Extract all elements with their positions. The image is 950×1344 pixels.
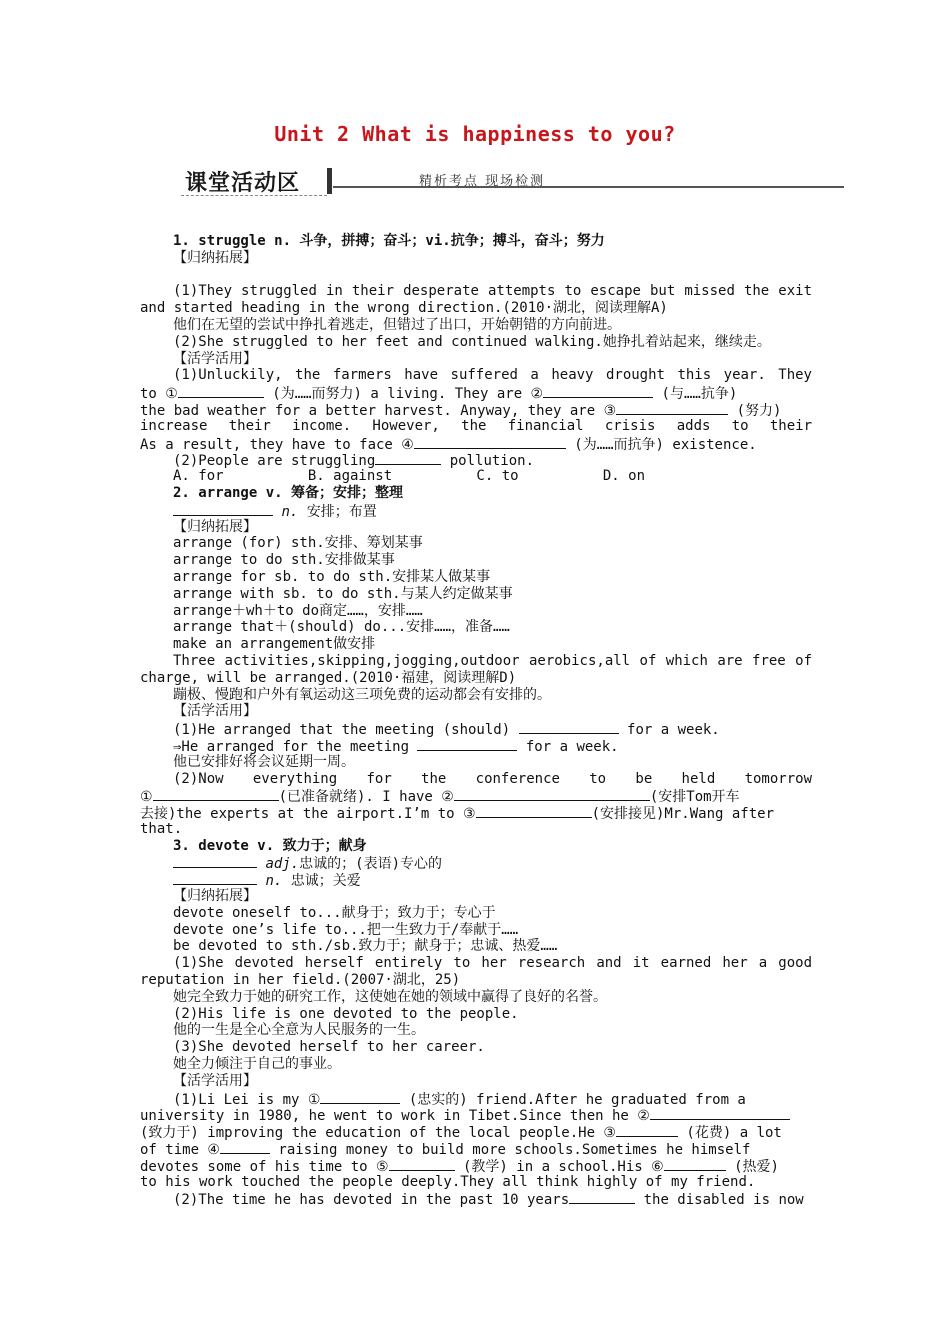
answer-blank[interactable] <box>569 1190 635 1204</box>
answer-blank[interactable] <box>476 804 592 818</box>
exercise-text <box>140 1106 812 1123</box>
banner-divider-bar <box>327 168 332 194</box>
answer-blank[interactable] <box>650 1106 790 1120</box>
text-run: ① <box>140 789 153 806</box>
text-run: university in 1980, he went to work in Tibet.Since then he ② <box>140 1108 650 1125</box>
text-run: (安排Tom开车 <box>649 789 740 806</box>
text-run: (致力于) improving the education of the local people.He ③ <box>140 1125 616 1142</box>
text-run: (花费) a lot <box>678 1125 782 1142</box>
text-run: (2)People are struggling <box>173 453 376 470</box>
text-run: devotes some of his time to ⑤ <box>140 1158 389 1175</box>
document-body <box>140 233 812 1207</box>
answer-blank[interactable] <box>616 401 728 415</box>
entry-heading: 2. arrange v. 筹备；安排；整理 <box>173 484 404 501</box>
example-sentence: Three activities,skipping,jogging,outdoor aerobics,all of which are free of <box>173 652 812 669</box>
text-run: n. <box>281 503 299 520</box>
text-run: pollution. <box>441 453 535 470</box>
exercise-text <box>140 1190 812 1207</box>
exercise-text <box>140 1157 812 1174</box>
derivative-line <box>140 502 812 519</box>
banner-rule <box>333 186 844 188</box>
text-run: (忠实的) friend.After he graduated from a <box>400 1091 746 1108</box>
answer-blank[interactable] <box>519 720 619 734</box>
translation: 她完全致力于她的研究工作，这使她在她的领域中赢得了良好的名誉。 <box>173 988 607 1005</box>
exercise-text <box>140 720 812 737</box>
exercise-text: that. <box>140 820 183 837</box>
usage-line: devote oneself to...献身于；致力于；专心于 <box>173 904 496 921</box>
banner-label: 课堂活动区 <box>185 171 301 196</box>
example-sentence: (3)She devoted herself to her career. <box>173 1039 485 1056</box>
exercise-text <box>140 1140 812 1157</box>
exercise-text: increase their income. However, the financial crisis adds to their <box>140 417 812 434</box>
exercise-text: (1)Unluckily, the farmers have suffered a heavy drought this year. They <box>173 367 812 384</box>
example-sentence: (1)They struggled in their desperate attempts to escape but missed the exit <box>173 283 812 300</box>
derivative-line <box>140 854 812 871</box>
text-run: As a result, they have to face ④ <box>140 436 414 453</box>
translation: 他已安排好将会议延期一周。 <box>173 753 355 770</box>
answer-blank[interactable] <box>173 502 273 516</box>
section-tag: 【活学活用】 <box>173 703 257 720</box>
answer-blank[interactable] <box>664 1157 726 1171</box>
section-tag: 【归纳拓展】 <box>173 888 257 905</box>
answer-blank[interactable] <box>220 1140 270 1154</box>
usage-line: arrange that＋(should) do...安排……，准备…… <box>173 619 510 636</box>
translation: 他的一生是全心全意为人民服务的一生。 <box>173 1022 425 1039</box>
example-sentence: (2)She struggled to her feet and continued walking.她挣扎着站起来，继续走。 <box>173 333 771 350</box>
text-run: for a week. <box>618 722 720 739</box>
text-run: to ① <box>140 386 178 403</box>
answer-blank[interactable] <box>173 871 257 885</box>
text-run: ⇒He arranged for the meeting <box>173 738 410 755</box>
banner-subtitle: 精析考点 现场检测 <box>419 174 546 189</box>
exercise-text <box>140 401 812 418</box>
section-tag: 【活学活用】 <box>173 1072 257 1089</box>
page-title: Unit 2 What is happiness to you? <box>274 122 676 146</box>
exercise-text <box>140 804 812 821</box>
text-run: (为……而努力) a living. They are ② <box>263 386 544 403</box>
text-run: (1)Li Lei is my ① <box>173 1091 321 1108</box>
usage-line: arrange to do sth.安排做某事 <box>173 552 395 569</box>
text-run: (2)The time he has devoted in the past 10 years <box>173 1192 570 1209</box>
usage-line: devote one’s life to...把一生致力于/奉献于…… <box>173 921 519 938</box>
example-sentence: and started heading in the wrong direction.(2010·湖北，阅读理解A) <box>140 300 668 317</box>
text-run: (1)He arranged that the meeting (should) <box>173 722 511 739</box>
text-run: (努力) <box>728 402 782 419</box>
answer-blank[interactable] <box>616 1123 678 1137</box>
text-run: 忠诚的；(表语)专心的 <box>299 856 443 873</box>
usage-line: be devoted to sth./sb.致力于；献身于；忠诚、热爱…… <box>173 938 558 955</box>
derivative-line <box>140 871 812 888</box>
exercise-text <box>140 737 812 754</box>
usage-line: make an arrangement做安排 <box>173 636 376 653</box>
section-tag: 【归纳拓展】 <box>173 518 257 535</box>
exercise-text: (2)Now everything for the conference to be held tomorrow <box>173 770 812 787</box>
exercise-text <box>140 435 812 452</box>
exercise-text <box>140 451 812 468</box>
example-sentence: (2)His life is one devoted to the people. <box>173 1005 519 1022</box>
translation: 她全力倾注于自己的事业。 <box>173 1056 341 1073</box>
exercise-text: to his work touched the people deeply.They all think highly of my friend. <box>140 1173 756 1190</box>
entry-heading: 1. struggle n. 斗争，拼搏；奋斗；vi.抗争；搏斗，奋斗；努力 <box>173 233 605 249</box>
text-run: (已准备就绪). I have ② <box>278 789 454 806</box>
answer-blank[interactable] <box>454 787 650 801</box>
answer-blank[interactable] <box>375 451 441 465</box>
spacer <box>140 267 812 284</box>
text-run: (为……而抗争) existence. <box>565 436 757 453</box>
exercise-text <box>140 787 812 804</box>
text-run: raising money to build more schools.Sometimes he himself <box>269 1142 751 1159</box>
translation: 蹦极、慢跑和户外有氧运动这三项免费的运动都会有安排的。 <box>173 686 551 703</box>
example-sentence: (1)She devoted herself entirely to her research and it earned her a good <box>173 955 812 972</box>
text-run: adj. <box>265 856 300 873</box>
usage-line: arrange＋wh＋to do商定……，安排…… <box>173 602 423 619</box>
text-run: of time ④ <box>140 1142 220 1159</box>
text-run: for a week. <box>517 738 619 755</box>
example-sentence: charge, will be arranged.(2010·福建，阅读理解D) <box>140 669 517 686</box>
section-banner <box>181 166 844 198</box>
banner-dashed-underline <box>181 195 327 196</box>
answer-blank[interactable] <box>417 737 517 751</box>
text-run: (教学) in a school.His ⑥ <box>454 1158 664 1175</box>
answer-blank[interactable] <box>543 384 653 398</box>
answer-blank[interactable] <box>320 1090 400 1104</box>
choice-options: A. for B. against C. to D. on <box>173 468 646 485</box>
exercise-text <box>140 1123 812 1140</box>
text-run: n. <box>265 873 283 890</box>
answer-blank[interactable] <box>153 787 279 801</box>
text-run: (与……抗争) <box>653 386 738 403</box>
answer-blank[interactable] <box>414 435 566 449</box>
exercise-text <box>140 1090 812 1107</box>
text-run: 去接)the experts at the airport.I’m to ③ <box>140 806 476 823</box>
text-run: the disabled is now <box>635 1192 804 1209</box>
section-tag: 【活学活用】 <box>173 350 257 367</box>
answer-blank[interactable] <box>178 384 264 398</box>
usage-line: arrange (for) sth.安排、筹划某事 <box>173 535 423 552</box>
text-run: (安排接见)Mr.Wang after <box>591 806 774 823</box>
usage-line: arrange with sb. to do sth.与某人约定做某事 <box>173 585 513 602</box>
exercise-text <box>140 384 812 401</box>
text-run: the bad weather for a better harvest. Anyway, they are ③ <box>140 402 617 419</box>
text-run: 安排；布置 <box>298 503 377 520</box>
section-tag: 【归纳拓展】 <box>173 249 257 266</box>
text-run: 忠诚；关爱 <box>282 873 361 890</box>
entry-heading: 3. devote v. 致力于；献身 <box>173 837 367 854</box>
example-sentence: reputation in her field.(2007·湖北，25) <box>140 972 461 989</box>
translation: 他们在无望的尝试中挣扎着逃走，但错过了出口，开始朝错的方向前进。 <box>173 316 621 333</box>
answer-blank[interactable] <box>389 1157 455 1171</box>
answer-blank[interactable] <box>173 854 257 868</box>
text-run: (热爱) <box>725 1158 779 1175</box>
usage-line: arrange for sb. to do sth.安排某人做某事 <box>173 568 491 585</box>
